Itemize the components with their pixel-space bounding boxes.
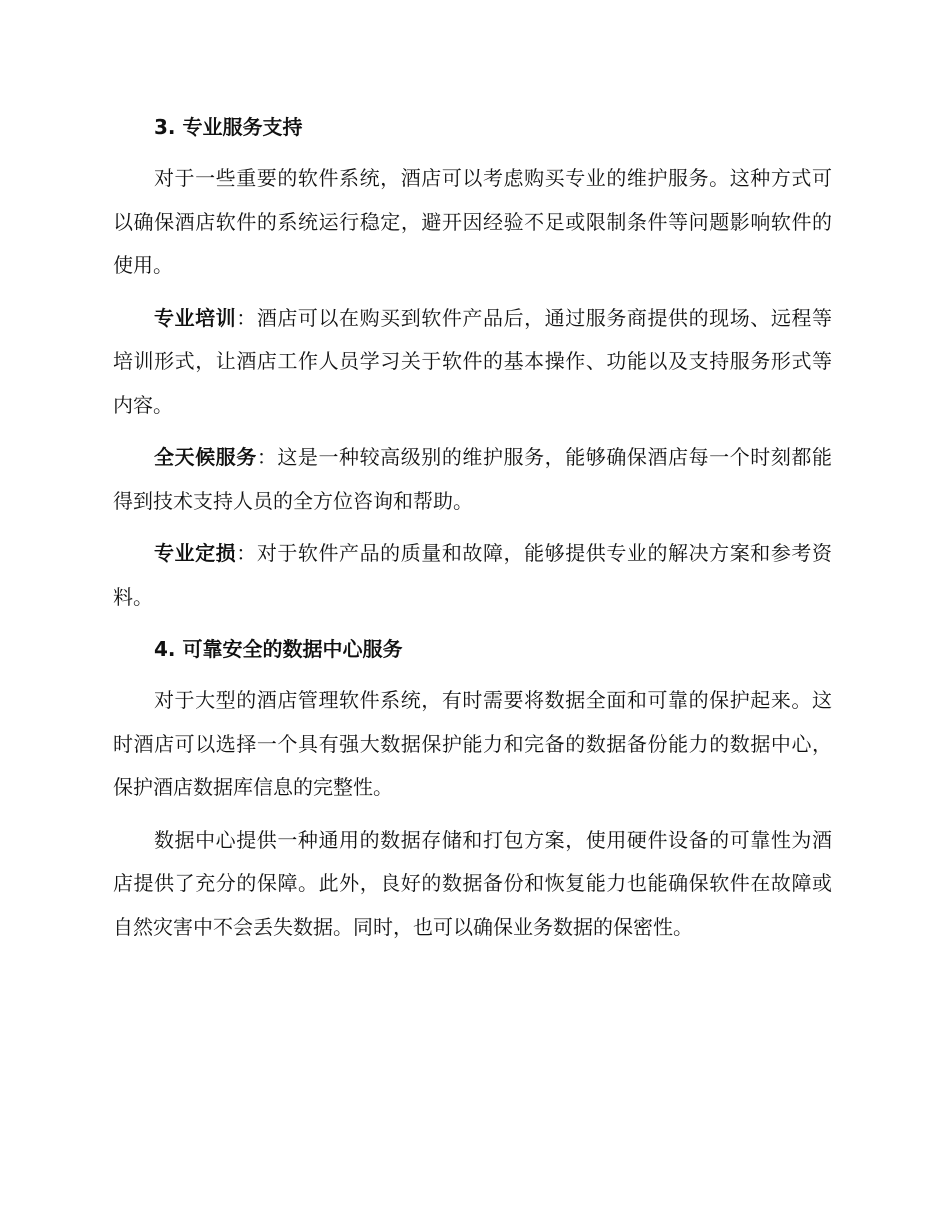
item-text: 酒店可以在购买到软件产品后，通过服务商提供的现场、远程等培训形式，让酒店工作人员学习关于软件的基本操作、功能以及支持服务形式等内容。 [113, 305, 832, 417]
item-round-the-clock-service [113, 436, 832, 523]
item-professional-damage-assessment [113, 532, 832, 619]
section-4-heading: 4. 可靠安全的数据中心服务 [154, 637, 403, 661]
section-4-paragraph: 数据中心提供一种通用的数据存储和打包方案，使用硬件设备的可靠性为酒店提供了充分的保障。此外，良好的数据备份和恢复能力也能确保软件在故障或自然灾害中不会丢失数据。同时，也可以确保业务数据的保密性。 [113, 827, 832, 939]
item-text: 这是一种较高级别的维护服务，能够确保酒店每一个时刻都能得到技术支持人员的全方位咨询和帮助。 [113, 445, 832, 513]
item-separator: ： [236, 305, 257, 330]
document-body [113, 106, 832, 958]
item-term: 专业定损 [154, 541, 237, 565]
item-separator: ： [256, 445, 278, 469]
section-4-paragraph: 对于大型的酒店管理软件系统，有时需要将数据全面和可靠的保护起来。这时酒店可以选择一个具有强大数据保护能力和完备的数据备份能力的数据中心，保护酒店数据库信息的完整性。 [113, 688, 832, 799]
item-separator: ： [236, 541, 257, 565]
item-term: 专业培训 [154, 305, 237, 330]
item-professional-training [113, 297, 832, 428]
item-text: 对于软件产品的质量和故障，能够提供专业的解决方案和参考资料。 [113, 541, 832, 609]
section-3-intro: 对于一些重要的软件系统，酒店可以考虑购买专业的维护服务。这种方式可以确保酒店软件的系统运行稳定，避开因经验不足或限制条件等问题影响软件的使用。 [113, 166, 832, 277]
section-3-heading: 3. 专业服务支持 [154, 115, 303, 139]
item-term: 全天候服务 [154, 445, 257, 469]
